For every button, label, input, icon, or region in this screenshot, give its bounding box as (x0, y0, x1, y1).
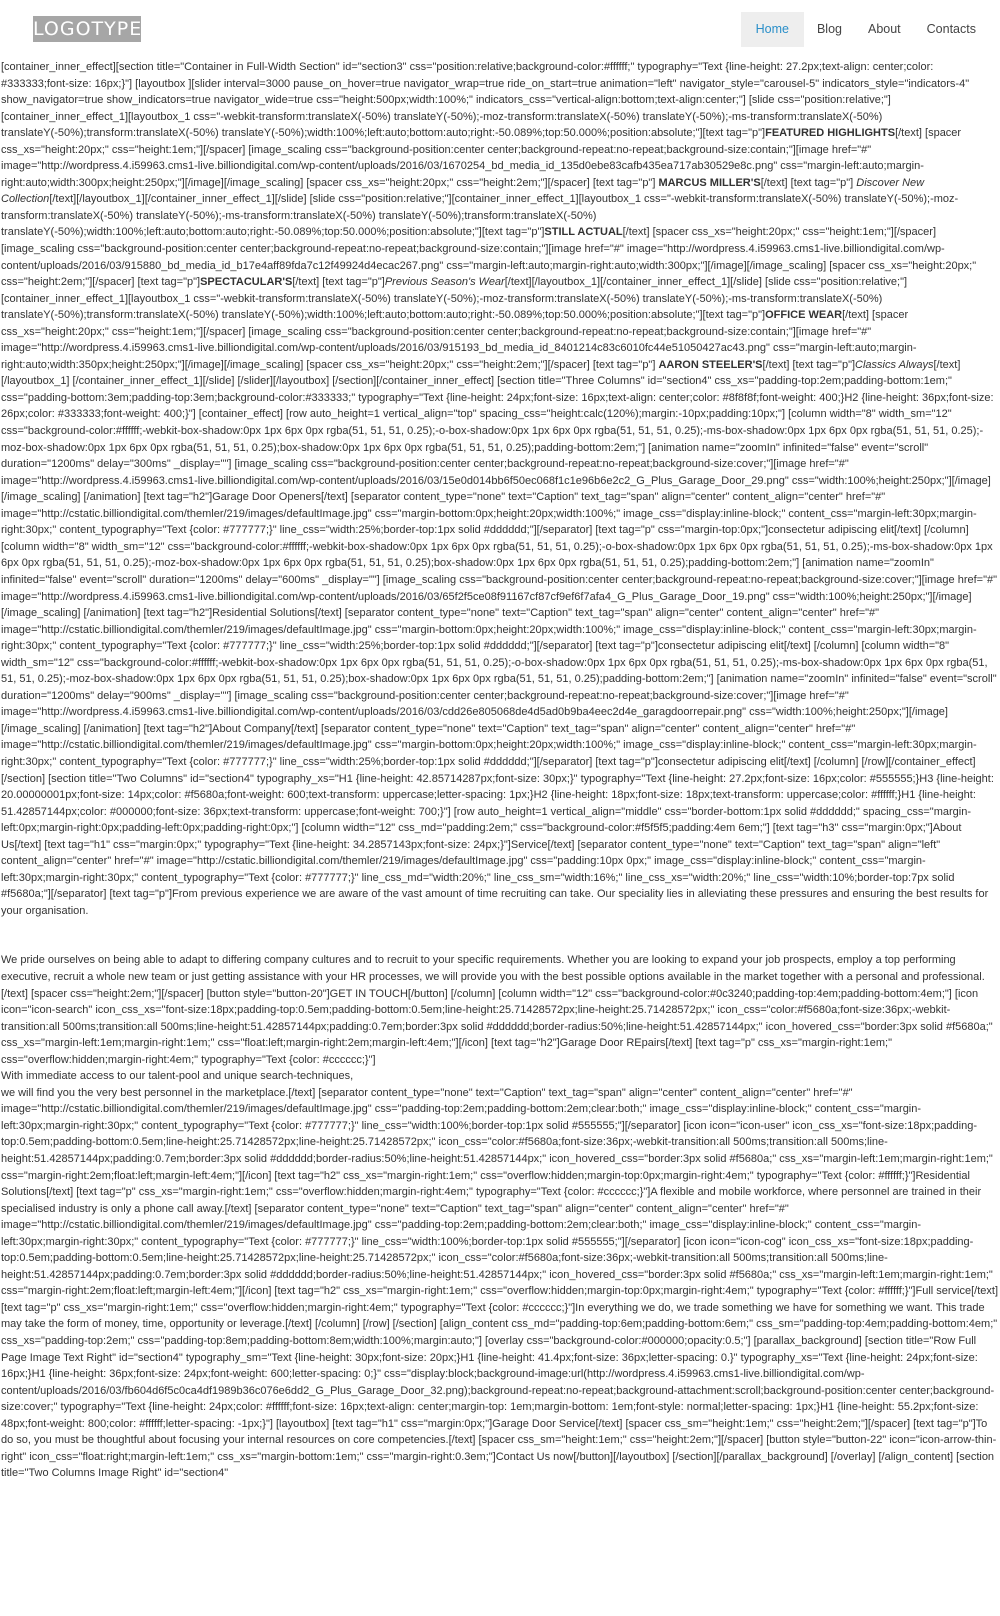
nav-item-about[interactable]: About (867, 22, 901, 36)
shortcode-text: [/text][/layoutbox_1] [/container_inner_effect_1][/slide] [/slider][/layoutbox] [/section][/container_inner_effect] [section title="Three Columns" id="section4" css_xs="padding-top:2em;padding-bottom:1em;" css="padding-bottom:3em;padding-top:3em;background-color:#333333;" typography="Text {line-height: 24px;font-size: 16px;text-align: center;color: #8f8f8f;font-weight: 400;}H2 {line-height: 36px;font-size: 26px;color: #333333;font-weight: 400;}"] [container_effect] [row auto_height=1 vertical_align="top" spacing_css="height:calc(120%);margin:-10px;padding:10px;"] [column width="8" width_sm="12" css="background-color:#ffffff;-webkit-box-shadow:0px 1px 6px 0px rgba(51, 51, 51, 0.25);-o-box-shadow:0px 1px 6px 0px rgba(51, 51, 51, 0.25);-ms-box-shadow:0px 1px 6px 0px rgba(51, 51, 51, 0.25);-moz-box-shadow:0px 1px 6px 0px rgba(51, 51, 51, 0.25);box-shadow:0px 1px 6px 0px rgba(51, 51, 51, 0.25);padding-bottom:2em;"] [animation name="zoomIn" infinited="false" event="scroll" duration="1200ms" delay="300ms" _display=""] [image_scaling css="background-position:center center;background-repeat:no-repeat;background-size:cover;"][image href="#" image="http://wordpress.4.i59963.cms1-live.billiondigital.com/wp-content/uploads/2016/03/15e0d014bb6f50ec068f1c1e96b6e2c2_G_Plus_Garage_Door_29.png" css="width:100%;height:250px;"][/image][/image_scaling] [/animation] [text tag="h2"]Garage Door Openers[/text] [separator content_type="none" text="Caption" text_tag="span" align="center" content_align="center" href="#" image="http://cstatic.billiondigital.com/themler/219/images/defaultImage.jpg" css="margin-bottom:0px;height:20px;width:100%;" image_css="display:inline-block;" content_css="margin-left:30px;margin-right:30px;" content_typography="Text {color: #777777;}" line_css="width:25%;border-top:1px solid #dddddd;"][/separator] [text tag="p" css="margin-top:0px;"]consectetur adipiscing elit[/text] [/column] [column width="8" width_sm="12" css="background-color:#ffffff;-webkit-box-shadow:0px 1px 6px 0px rgba(51, 51, 51, 0.25);-o-box-shadow:0px 1px 6px 0px rgba(51, 51, 51, 0.25);-ms-box-shadow:0px 1px 6px 0px rgba(51, 51, 51, 0.25);-moz-box-shadow:0px 1px 6px 0px rgba(51, 51, 51, 0.25);box-shadow:0px 1px 6px 0px rgba(51, 51, 51, 0.25);padding-bottom:2em;"] [animation name="zoomIn" infinited="false" event="scroll" duration="1200ms" delay="600ms" _display=""] [image_scaling css="background-position:center center;background-repeat:no-repeat;background-size:cover;"][image href="#" image="http://wordpress.4.i59963.cms1-live.billiondigital.com/wp-content/uploads/2016/03/65f2f5ce08f91167cf87cf9ef6f7afa4_G_Plus_Garage_Door_19.png" css="width:100%;height:250px;"][/image][/image_scaling] [/animation] [text tag="h2"]Residential Solutions[/text] [separator content_type="none" text="Caption" text_tag="span" align="center" content_align="center" href="#" image="http://cstatic.billiondigital.com/themler/219/images/defaultImage.jpg" css="margin-bottom:0px;height:20px;width:100%;" image_css="display:inline-block;" content_css="margin-left:30px;margin-right:30px;" content_typography="Text {color: #777777;}" line_css="width:25%;border-top:1px solid #dddddd;"][/separator] [text tag="p"]consectetur adipiscing elit[/text] [/column] [column width="8" width_sm="12" css="background-color:#ffffff;-webkit-box-shadow:0px 1px 6px 0px rgba(51, 51, 51, 0.25);-o-box-shadow:0px 1px 6px 0px rgba(51, 51, 51, 0.25);-ms-box-shadow:0px 1px 6px 0px rgba(51, 51, 51, 0.25);-moz-box-shadow:0px 1px 6px 0px rgba(51, 51, 51, 0.25);box-shadow:0px 1px 6px 0px rgba(51, 51, 51, 0.25);padding-bottom:2em;"] [animation name="zoomIn" infinited="false" event="scroll" duration="1200ms" delay="900ms" _display=""] [image_scaling css="background-position:center center;background-repeat:no-repeat;background-size:cover;"][image href="#" image="http://wordpress.4.i59963.cms1-live.billiondigital.com/wp-content/uploads/2016/03/cdd26e805068de4d5ad0b9ba4eec2d4e_garagdoorrepair.png" css="width:100%;height:250px;"][/image][/image_scaling] [/animation] [text tag="h2"]About Company[/text] [separator content_type="none" text="Caption" text_tag="span" align="center" content_align="center" href="#" image="http://cstatic.billiondigital.com/themler/219/images/defaultImage.jpg" css="margin-bottom:0px;height:20px;width:100%;" image_css="display:inline-block;" content_css="margin-left:30px;margin-right:30px;" content_typography="Text {color: #777777;}" line_css="width:25%;border-top:1px solid #dddddd;"][/separator] [text tag="p"]consectetur adipiscing elit[/text] [/column] [/row][/container_effect] [/section] [section title="Two Columns" id="section4" typography_xs="H1 {line-height: 42.85714287px;font-size: 30px;}" typography="Text {line-height: 27.2px;font-size: 16px;color: #555555;}H3 {line-height: 20.00000001px;font-size: 14px;color: #f5680a;font-weight: 600;text-transform: uppercase;letter-spacing: 1px;}H2 {line-height: 18px;font-size: 18px;text-transform: uppercase;color: #ffffff;}H1 {line-height: 51.42857144px;color: #000000;font-size: 36px;text-transform: uppercase;font-weight: 700;}"] [row auto_height=1 vertical_align="middle" css="border-bottom:1px solid #dddddd;" spacing_css="margin-left:0px;margin-right:0px;padding-left:0px;padding-right:0px;"] [column width="12" css_md="padding:2em;" css="background-color:#f5f5f5;padding:4em 6em;"] [text tag="h3" css="margin:0px;"]About Us[/text] [text tag="h1" css="margin:0px;" typography="Text {line-height: 34.2857143px;font-size: 24px;}"]Service[/text] [separator content_type="none" text="Caption" text_tag="span" align="left" content_align="center" href="#" image="http://cstatic.billiondigital.com/themler/219/images/defaultImage.jpg" css="padding:10px 0px;" image_css="display:inline-block;" content_css="margin-left:30px;margin-right:30px;" content_typography="Text {color: #777777;}" line_css_md="width:20%;" line_css_sm="width:16%;" line_css_xs="width:20%;" line_css="width:10%;border-top:7px solid #f5680a;"][/separator] [text tag="p"]From previous experience we are aware of the vast amount of time recruiting can take. Our speciality lies in alleviating these pressures and ensuring the best results for your organisation. (1, 358, 998, 917)
shortcode-text: [/text] [spacer css_xs="height:20px;" css="height:1em;"][/spacer] [image_scaling css="background-position:center center;background-repeat:no-repeat;background-size:contain;"][image href="#" image="http://wordpress.4.i59963.cms1-live.billiondigital.com/wp-content/uploads/2016/03/1670254_bd_media_id_135d0ebe83cafb435ea717ab30529e8c.png" css="margin-left:auto;margin-right:auto;width:300px;height:250px;"][/image][/image_scaling] [spacer css_xs="height:20px;" css="height:2em;"][/spacer] [text tag="p"] (1, 127, 962, 189)
slide-title-aaron: AARON STEELER'S (658, 358, 763, 371)
nav-item-contacts[interactable]: Contacts (926, 22, 976, 36)
shortcode-text: [/text][/layoutbox_1][/container_inner_effect_1][/slide] [slide css="position:relative;"][container_inner_effect_1][layoutbox_1 css="-webkit-transform:translateX(-50%) translateY(-50%);-moz-transform:translateX(-50%) translateY(-50%);-ms-transform:translateX(-50%) translateY(-50%);transform:translateX(-50%) translateY(-50%);width:100%;left:auto;bottom:auto;right:-50.089%;top:50.000%;position:absolute;"][text tag="p"] (1, 276, 908, 322)
shortcode-text: [/text] [text tag="p"] (292, 276, 385, 289)
slide-subtitle: Previous Season's Wear (384, 276, 505, 289)
slide-heading-still-actual: STILL ACTUAL (544, 226, 623, 239)
shortcode-text: [/text] [text tag="p"] (762, 358, 856, 371)
shortcode-text: [/text][/layoutbox_1][/container_inner_effect_1][/slide] [slide css="position:relative;"][container_inner_effect_1][layoutbox_1 css="-webkit-transform:translateX(-50%) translateY(-50%);-moz-transform:translateX(-50%) translateY(-50%);-ms-transform:translateX(-50%) translateY(-50%);transform:translateX(-50%) translateY(-50%);width:100%;left:auto;bottom:auto;right:-50.089%;top:50.000%;position:absolute;"][text tag="p"] (1, 193, 959, 239)
site-header (0, 0, 1000, 58)
about-paragraph: We pride ourselves on being able to adapt to differing company cultures and to recruit to your specific requirements. Whether you are looking to expand your job prospects, employ a top performing executive, recruit a whole new team or just getting assistance with your HR processes, we will provide you with the best possible options available in the market together with a personal and professional. (1, 954, 985, 983)
main-nav (741, 12, 989, 47)
slide-subtitle: Classics Always (855, 358, 934, 371)
slide-title-marcus: MARCUS MILLER'S (658, 176, 761, 189)
paragraph-gap (1, 919, 999, 952)
slide-heading-featured: FEATURED HIGHLIGHTS (765, 127, 896, 140)
logo[interactable]: LOGOTYPE (33, 18, 143, 40)
page-content (0, 59, 1000, 1482)
slide-heading-office-wear: OFFICE WEAR (765, 309, 843, 322)
shortcode-text: [/text] [spacer css_xs="height:20px;" css="height:1em;"][/spacer] [image_scaling css="background-position:center center;background-repeat:no-repeat;background-size:contain;"][image href="#" image="http://wordpress.4.i59963.cms1-live.billiondigital.com/wp-content/uploads/2016/03/915880_bd_media_id_b17e4aff89fda7c12f49924d4ecac267.png" css="margin-left:auto;margin-right:auto;width:300px;"][/image][/image_scaling] [spacer css_xs="height:20px;" css="height:2em;"][/spacer] [text tag="p"] (1, 226, 977, 289)
raw-shortcode-text-block: we will find you the very best personnel in the marketplace.[/text] [separator content_type="none" text="Caption" text_tag="span" align="center" content_align="center" href="#" image="http://cstatic.billiondigital.com/themler/219/images/defaultImage.jpg" css="padding-top:2em;padding-bottom:2em;clear:both;" image_css="display:inline-block;" content_css="margin-left:30px;margin-right:30px;" content_typography="Text {color: #777777;}" line_css="width:100%;border-top:1px solid #555555;"][/separator] [icon icon="icon-user" icon_css_xs="font-size:18px;padding-top:0.5em;padding-bottom:0.5em;line-height:25.71428572px;line-height:25.71428572px;" icon_css="color:#f5680a;font-size:36px;-webkit-transition:all 500ms;transition:all 500ms;line-height:51.42857144px;padding:0.7em;border:3px solid #dddddd;border-radius:50%;line-height:51.42857144px;" icon_hovered_css="border:3px solid #f5680a;" css_xs="margin-left:1em;margin-right:1em;" css="margin-right:2em;float:left;margin-left:4em;"][/icon] [text tag="h2" css_xs="margin-right:1em;" css="overflow:hidden;margin-top:0px;margin-right:4em;" typography="Text {color: #ffffff;}"]Residential Solutions[/text] [text tag="p" css_xs="margin-right:1em;" css="overflow:hidden;margin-right:4em;" typography="Text {color: #cccccc;}"]A flexible and mobile workforce, where personnel are trained in their specialised industry is only a phone call away.[/text] [separator content_type="none" text="Caption" text_tag="span" align="center" content_align="center" href="#" image="http://cstatic.billiondigital.com/themler/219/images/defaultImage.jpg" css="padding-top:2em;padding-bottom:2em;clear:both;" image_css="display:inline-block;" content_css="margin-left:30px;margin-right:30px;" content_typography="Text {color: #777777;}" line_css="width:100%;border-top:1px solid #555555;"][/separator] [icon icon="icon-cog" icon_css_xs="font-size:18px;padding-top:0.5em;padding-bottom:0.5em;line-height:25.71428572px;line-height:25.71428572px;" icon_css="color:#f5680a;font-size:36px;-webkit-transition:all 500ms;transition:all 500ms;line-height:51.42857144px;padding:0.7em;border:3px solid #dddddd;border-radius:50%;line-height:51.42857144px;" icon_hovered_css="border:3px solid #f5680a;" css_xs="margin-left:1em;margin-right:1em;" css="margin-right:2em;float:left;margin-left:4em;"][/icon] [text tag="h2" css_xs="margin-right:1em;" css="overflow:hidden;margin-top:0px;margin-right:4em;" typography="Text {color: #ffffff;}"]Full service[/text] [text tag="p" css_xs="margin-right:1em;" css="overflow:hidden;margin-right:4em;" typography="Text {color: #cccccc;}"]In everything we do, we trade something we have for something we want. This trade may take the form of money, time, opportunity or leverage.[/text] [/column] [/row] [/section] [align_content css_md="padding-top:6em;padding-bottom:6em;" css_sm="padding-top:4em;padding-bottom:4em;" css_xs="padding-top:2em;" css="padding-top:8em;padding-bottom:8em;width:100%;margin:auto;"] [overlay css="background-color:#000000;opacity:0.5;"] [parallax_background] [section title="Row Full Page Image Text Right" id="section4" typography_sm="Text {line-height: 30px;font-size: 20px;}H1 {line-height: 41.4px;font-size: 36px;letter-spacing: 0.}" typography_xs="Text {line-height: 24px;font-size: 16px;}H1 {line-height: 36px;font-size: 24px;font-weight: 600;letter-spacing: 0;}" css="display:block;background-image:url(http://wordpress.4.i59963.cms1-live.billiondigital.com/wp-content/uploads/2016/03/fb604d6f5c0ca4df1989b36c076e6dd2_G_Plus_Garage_Door_32.png);background-repeat:no-repeat;background-attachment:scroll;background-position:center center;background-size:cover;" typography="Text {line-height: 24px;color: #ffffff;font-size: 16px;text-align: center;margin-top: 1em;margin-bottom: 1em;font-style: normal;letter-spacing: 1px;}H1 {line-height: 55.2px;font-size: 48px;font-weight: 800;color: #ffffff;letter-spacing: -1px;}"] [layoutbox] [text tag="h1" css="margin:0px;"]Garage Door Service[/text] [spacer css_sm="height:1em;" css="height:2em;"][/spacer] [text tag="p"]To do so, you must be thoughtful about focusing your internal resources on core competencies.[/text] [spacer css_sm="height:1em;" css="height:2em;"][/spacer] [button style="button-22" icon="icon-arrow-thin-right" icon_css="float:right;margin-left:1em;" css_xs="margin-bottom:1em;" css="margin-right:0.3em;"]Contact Us now[/button][/layoutbox] [/section][/parallax_background] [/overlay] [/align_content] [section title="Two Columns Image Right" id="section4" (1, 1086, 998, 1480)
nav-item-blog[interactable]: Blog (816, 22, 842, 36)
raw-shortcode-text-block (1, 59, 999, 919)
slide-subtitle: Discover New Collection (1, 176, 925, 206)
raw-shortcode-text-block: [/text] [spacer css="height:2em;"][/spacer] [button style="button-20"]GET IN TOUCH[/button] [/column] [column width="12" css="background-color:#0c3240;padding-top:4em;padding-bottom:4em;"] [icon icon="icon-search" icon_css_xs="font-size:18px;padding-top:0.5em;padding-bottom:0.5em;line-height:25.71428572px;line-height:25.71428572px;" icon_css="color:#f5680a;font-size:36px;-webkit-transition:all 500ms;transition:all 500ms;line-height:51.42857144px;padding:0.7em;border:3px solid #dddddd;border-radius:50%;line-height:51.42857144px;" icon_hovered_css="border:3px solid #f5680a;" css_xs="margin-left:1em;margin-right:1em;" css="float:left;margin-right:2em;margin-left:4em;"][/icon] [text tag="h2"]Garage Door REpairs[/text] [text tag="p" css_xs="margin-right:1em;" css="overflow:hidden;margin-right:4em;" typography="Text {color: #cccccc;}"] (1, 987, 993, 1066)
nav-item-home[interactable]: Home (741, 12, 804, 47)
slide-title-spectacular: SPECTACULAR'S (200, 276, 293, 289)
shortcode-text: [/text] [text tag="p"] (760, 176, 857, 189)
shortcode-text: [/text] [spacer css_xs="height:20px;" css="height:1em;"][/spacer] [image_scaling css="background-position:center center;background-repeat:no-repeat;background-size:contain;"][image href="#" image="http://wordpress.4.i59963.cms1-live.billiondigital.com/wp-content/uploads/2016/03/915193_bd_media_id_8401214c83c6010fc44e51050427ac43.png" css="margin-left:auto;margin-right:auto;width:350px;height:250px;"][/image][/image_scaling] [spacer css_xs="height:20px;" css="height:2em;"][/spacer] [text tag="p"] (1, 309, 917, 371)
shortcode-text: [container_inner_effect][section title="Container in Full-Width Section" id="section3" css="position:relative;background-color:#ffffff;" typography="Text {line-height: 27.2px;text-align: center;color: #333333;font-size: 16px;}"] [layoutbox ][slider interval=3000 pause_on_hover=true navigator_wrap=true ride_on_start=true animation="left" navigator_style="carousel-5" indicators_style="indicators-4" show_navigator=true show_indicators=true navigator_wide=true css="height:500px;width:100%;" indicators_css="vertical-align:bottom;text-align:center;"] [slide css="position:relative;"][container_inner_effect_1][layoutbox_1 css="-webkit-transform:translateX(-50%) translateY(-50%);-moz-transform:translateX(-50%) translateY(-50%);-ms-transform:translateX(-50%) translateY(-50%);transform:translateX(-50%) translateY(-50%);width:100%;left:auto;bottom:auto;right:-50.089%;top:50.000%;position:absolute;"][text tag="p"] (1, 61, 970, 140)
talent-pool-paragraph: With immediate access to our talent-pool and unique search-techniques, (1, 1070, 354, 1083)
